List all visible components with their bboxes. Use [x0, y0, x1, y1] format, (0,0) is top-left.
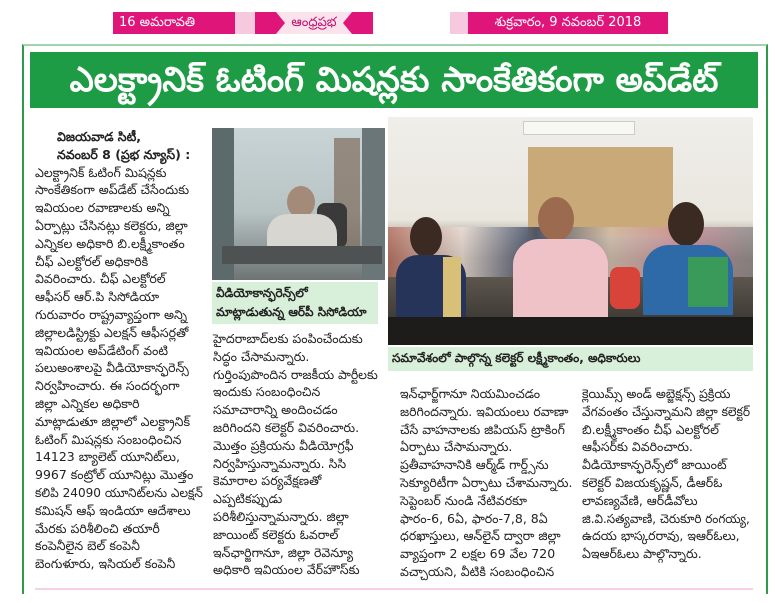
article-line: మాట్లాడుతూ జిల్లాలో ఎలక్ట్రానిక్	[35, 413, 190, 429]
caption-line: వీడియోకాన్ఫరెన్స్‌లో	[216, 286, 308, 300]
article-line: ఇన్‌ఛార్జ్‌గానూ నియమించడం	[400, 386, 541, 401]
article-column-1	[35, 128, 203, 573]
article-line: సిద్ధం చేసామన్నారు.	[213, 348, 310, 364]
article-line: నిర్వహించారు. ఈ సందర్భంగా	[35, 378, 180, 394]
article-line: పలుఅంశాలపై వీడియోకాన్ఫరెన్స్	[35, 360, 189, 376]
article-line: ప్రతీవాహనానికి ఆర్మ్‌డ్ గార్డ్స్‌ను	[400, 457, 549, 473]
article-line: చీఫ్ ఎలక్టోరల్ అధికారికి	[35, 253, 149, 269]
article-line: కంపెనీలైన బెల్ కంపెనీ	[35, 538, 140, 554]
article-line: ఉదయ భాస్కరరావు, ఇఆర్‌ఓలు,	[582, 528, 740, 544]
photo-caption	[212, 282, 378, 324]
article-line: ఇందుకు సంబంధించిన	[213, 384, 321, 400]
article-line: ఆఫీసర్ ఆర్.పి సిసోడియా	[35, 289, 160, 305]
article-line: ఇవియంల అప్‌డేటింగ్ వంటి	[35, 342, 169, 358]
article-line: ఇన్‌ఛార్జిగానూ, జిల్లా రెవెన్యూ	[213, 544, 354, 560]
header-divider	[235, 12, 255, 34]
article-line: 9967 కంట్రోల్ యూనిట్లు మొత్తం	[35, 467, 194, 483]
article-line: ఏఇఆర్‌ఓలు పాల్గొన్నారు.	[582, 546, 702, 562]
article-line: ఓటింగ్ మిషన్లకు సంబంధించిన	[35, 431, 182, 447]
article-line: కలెక్టర్ విజయకృష్ణన్, డీఆర్‌ఓ	[582, 474, 723, 490]
meeting-photo	[388, 117, 753, 345]
brand-name: ఆంధ్రప్రభ	[291, 15, 337, 30]
article-line: పరిశీలిస్తున్నామన్నారు. జిల్లా	[213, 508, 349, 524]
headline	[30, 52, 758, 108]
article-line: ఇవియంల రవాణాలకు అన్ని	[35, 200, 170, 216]
caption-line: సమావేశంలో పాల్గొన్న కలెక్టర్ లక్ష్మీకాంతం, అధికారులు	[392, 351, 641, 365]
article-line: కెమారాల పర్యవేక్షణతో	[213, 473, 322, 489]
article-line: సెప్టెంబర్ నుండి నేటివరకూ	[400, 492, 528, 508]
article-line: సెక్యూరిటీగా ఏర్పాటు చేశామన్నారు.	[400, 474, 573, 490]
article-line: ధరఖాస్తులు, ఆన్‌లైన్ ద్వారా జిల్లా	[400, 528, 561, 544]
article-line: వీడియోకాన్ఫరెన్స్‌లో జాయింట్	[582, 457, 727, 473]
article-column-2	[213, 330, 378, 579]
article-line: జిల్లా ఎన్నికల అధికారి	[35, 395, 140, 411]
article-line: జిల్లాలడిస్ట్రిక్టు ఎలక్షన్ ఆఫీసర్లతో	[35, 324, 189, 340]
dateline: నవంబర్ 8 (ప్రభ న్యూస్) :	[57, 146, 191, 162]
photo-caption	[388, 347, 753, 371]
article-column-4	[582, 385, 750, 563]
article-line: బెంగుళూరు, ఇసియల్ కంపెనీ	[35, 556, 176, 572]
article-line: వేగవంతం చేస్తున్నామని జిల్లా కలెక్టర్	[582, 403, 751, 419]
caption-line: మాట్లాడుతున్న ఆర్‌పీ సిసోడియా	[216, 305, 367, 319]
article-line: క్లెయిమ్స్ అండ్ అబ్జెక్షన్స్ ప్రక్రియ	[582, 386, 731, 401]
video-conference-photo	[212, 128, 385, 280]
article-line: ఆఫీసర్‌కు వివరించారు.	[582, 439, 693, 455]
article-line: సమాచారాన్ని అందించడం	[213, 402, 338, 418]
article-line: జి.వి.సత్యవాణి, చెరుకూరి రంగయ్య,	[582, 510, 750, 526]
article-line: వచ్చాయని, వీటికి సంబంధించిన	[400, 563, 555, 579]
article-line: జాయింట్ కలెక్టరు ఓవరాల్	[213, 526, 339, 542]
article-line: వ్యాప్తంగా 2 లక్షల 69 వేల 720	[400, 546, 556, 562]
article-line: గురువారం రాష్ట్రవ్యాప్తంగా అన్ని	[35, 306, 188, 322]
article-line: నిర్వహిస్తున్నామన్నారు. సిసి	[213, 455, 347, 471]
article-line: చేసే వాహనాలకు జిపియస్ ట్రాకింగ్	[400, 421, 565, 437]
dateline: విజయవాడ సిటీ,	[57, 129, 141, 144]
article-column-3	[400, 385, 572, 581]
article-line: కమిషన్ ఆఫ్ ఇండియా ఆదేశాలు	[35, 502, 191, 518]
article-line: గుర్తింపుపొందిన రాజకీయ పార్టీలకు	[213, 366, 378, 382]
header-divider	[450, 12, 468, 34]
article-line: అధికారి ఇవియంల వేర్‌హౌస్‌కు	[213, 562, 360, 578]
article-line: హైదరాబాద్‌లకు పంపించేందుకు	[213, 331, 363, 346]
article-line: ఏర్పాటు చేసామన్నారు.	[400, 439, 513, 455]
article-line: జరిగిందని కలెక్టర్ వివరించారు.	[213, 419, 360, 435]
article-line: లావణ్యవేణి, ఆర్‌డీవోలు	[582, 492, 698, 508]
article-line: ఎలక్ట్రానిక్ ఓటింగ్ మిషన్లకు	[35, 164, 167, 180]
article-line: సాంకేతికంగా అప్‌డేట్ చేసేందుకు	[35, 182, 190, 198]
article-line: మొత్తం ప్రక్రియను వీడియోగ్రఫీ	[213, 437, 354, 453]
article-line: బి.లక్ష్మీకాంతం చీఫ్ ఎలక్టోరల్	[582, 421, 719, 437]
article-line: ఏర్పాట్లు చేసినట్లు కలెక్టరు, జిల్లా	[35, 217, 188, 233]
page-number-label: 16 అమరావతి	[113, 12, 235, 34]
article-line: ఎప్పటికప్పుడు	[213, 491, 283, 507]
article-line: వివరించారు. చీఫ్ ఎలక్టోరల్	[35, 271, 166, 287]
article-line: ఫారం-6, 6ఏ, ఫారం-7,8, 8ఏ	[400, 510, 548, 526]
bottom-rule	[35, 588, 753, 590]
article-line: 14123 బ్యాలెట్ యూనిట్‌లు,	[35, 449, 180, 465]
issue-date: శుక్రవారం, 9 నవంబర్ 2018	[468, 12, 668, 34]
article-line: కలిపి 24090 యూనిట్‌లను ఎలక్షన్	[35, 484, 203, 500]
article-line: మేరకు పరిశీలించి తయారీ	[35, 520, 160, 536]
article-line: ఎన్నికల అధికారి బి.లక్ష్మీకాంతం	[35, 235, 185, 251]
article-line: జరిగిందన్నారు. ఇవియంలు రవాణా	[400, 403, 569, 419]
newspaper-brand	[255, 12, 373, 34]
headline-text: ఎలక్ట్రానిక్ ఓటింగ్ మిషన్లకు సాంకేతికంగా అప్‌డేట్	[69, 60, 719, 100]
